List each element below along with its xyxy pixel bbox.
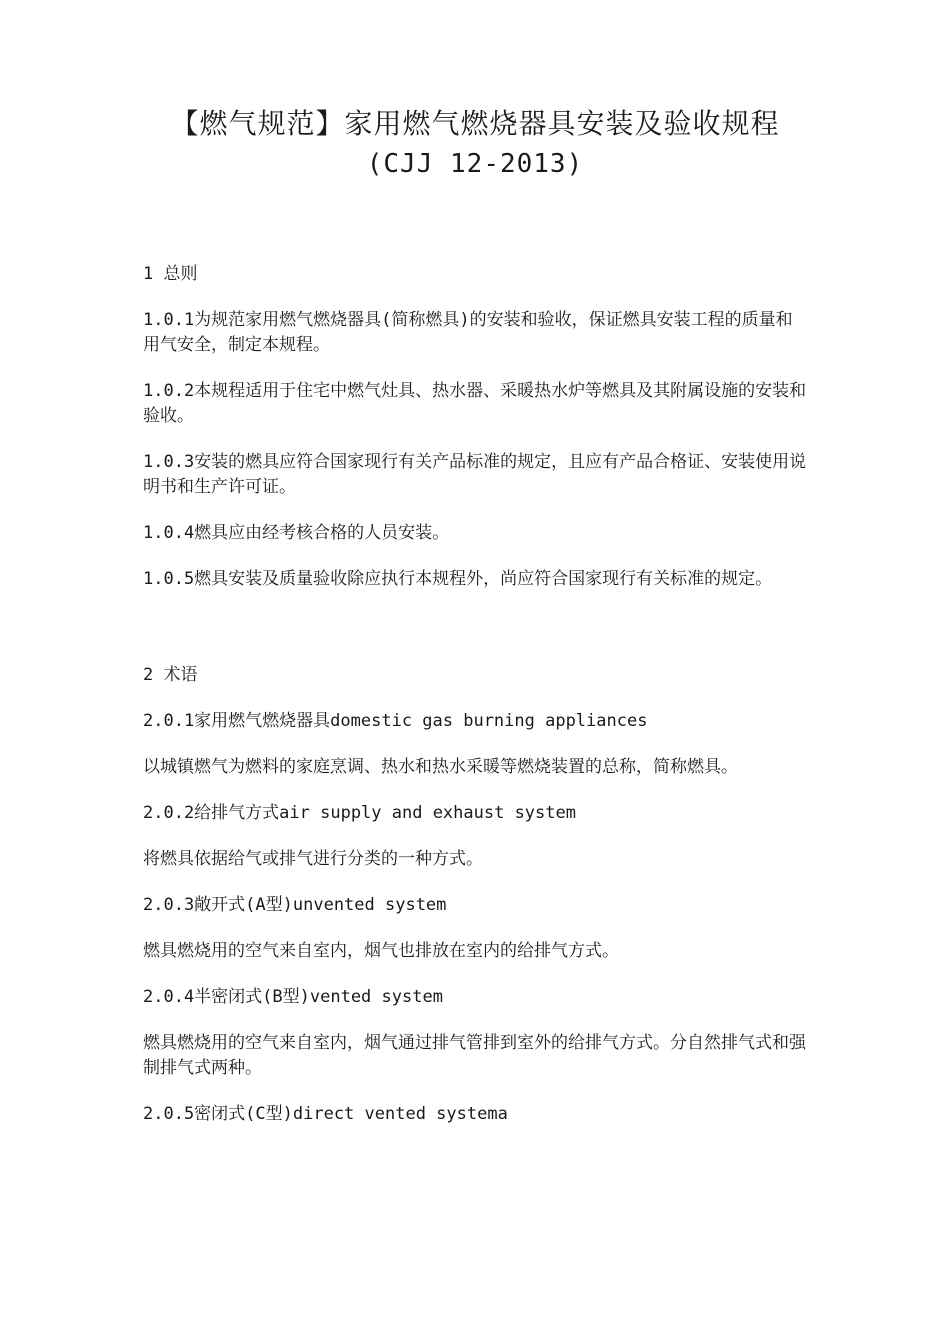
clause-paragraph: 1.0.3安装的燃具应符合国家现行有关产品标准的规定，且应有产品合格证、安装使用说明书和生产许可证。 [143, 452, 807, 497]
term-entry: 2.0.1家用燃气燃烧器具domestic gas burning appliances [143, 711, 648, 731]
term-entry: 2.0.3敞开式(A型)unvented system [143, 895, 447, 915]
document-code: (CJJ 12-2013) [366, 149, 584, 179]
term-definition: 燃具燃烧用的空气来自室内，烟气通过排气管排到室外的给排气方式。分自然排气式和强制排气式两种。 [143, 1033, 806, 1078]
term-definition: 将燃具依据给气或排气进行分类的一种方式。 [143, 849, 483, 869]
term-definition: 燃具燃烧用的空气来自室内，烟气也排放在室内的给排气方式。 [143, 941, 619, 961]
document-body [143, 262, 808, 1148]
section-heading: 1 总则 [143, 264, 198, 284]
term-entry: 2.0.2给排气方式air supply and exhaust system [143, 803, 576, 823]
clause-paragraph: 1.0.2本规程适用于住宅中燃气灶具、热水器、采暖热水炉等燃具及其附属设施的安装和验收。 [143, 381, 807, 426]
term-entry: 2.0.4半密闭式(B型)vented system [143, 987, 443, 1007]
document-title: 【燃气规范】家用燃气燃烧器具安装及验收规程 [170, 107, 780, 140]
clause-paragraph: 1.0.4燃具应由经考核合格的人员安装。 [143, 523, 450, 543]
term-definition: 以城镇燃气为燃料的家庭烹调、热水和热水采暖等燃烧装置的总称，简称燃具。 [143, 757, 738, 777]
clause-paragraph: 1.0.5燃具安装及质量验收除应执行本规程外，尚应符合国家现行有关标准的规定。 [143, 569, 773, 589]
term-entry: 2.0.5密闭式(C型)direct vented systema [143, 1104, 508, 1124]
section-heading: 2 术语 [143, 665, 198, 685]
clause-paragraph: 1.0.1为规范家用燃气燃烧器具(简称燃具)的安装和验收，保证燃具安装工程的质量和用气安全，制定本规程。 [143, 310, 793, 355]
